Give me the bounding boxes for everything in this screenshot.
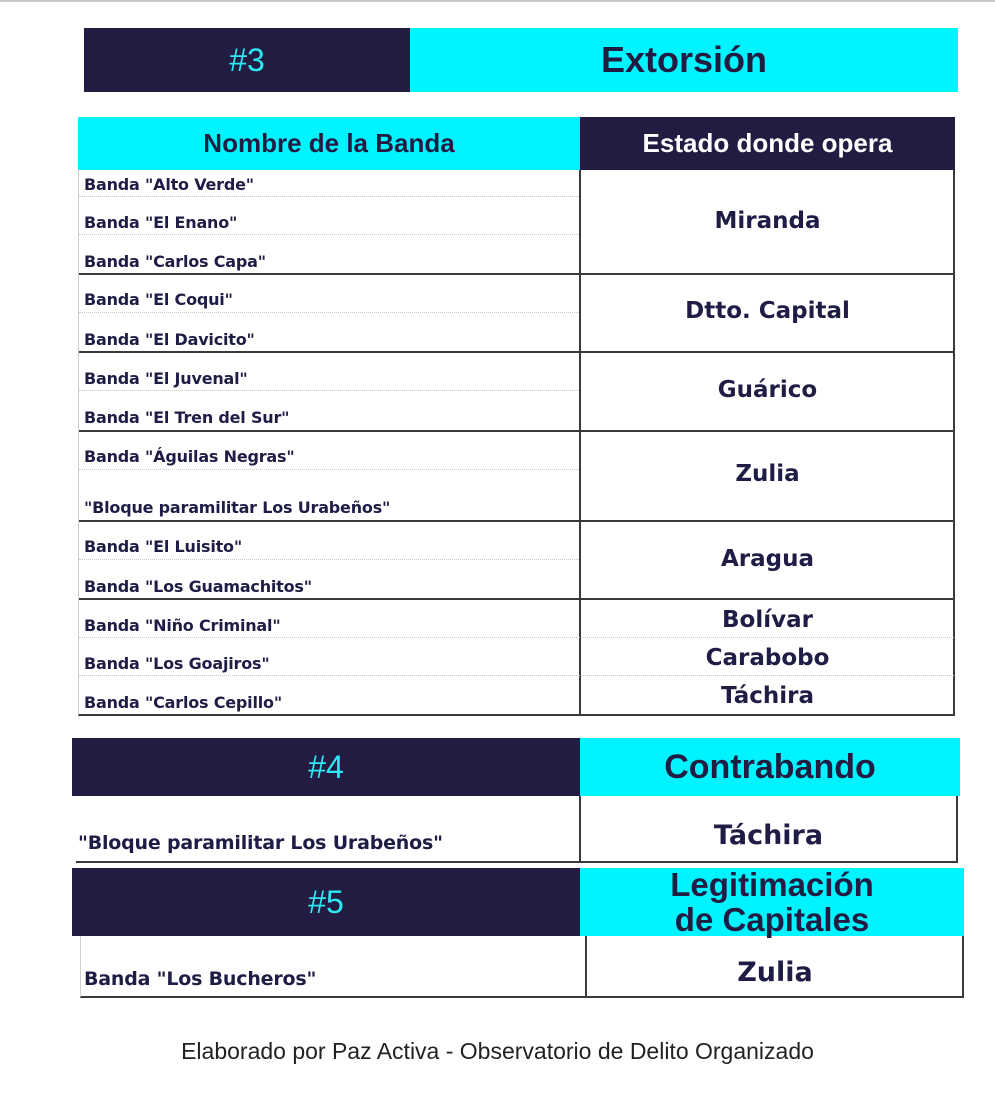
section5-row xyxy=(80,936,964,998)
band-name: Banda "Los Goajiros" xyxy=(84,654,270,673)
state-name: Dtto. Capital xyxy=(685,298,850,324)
state-name: Táchira xyxy=(713,820,824,851)
state-name: Bolívar xyxy=(722,607,813,633)
band-name: Banda "Águilas Negras" xyxy=(84,447,295,466)
band-name: Banda "El Coqui" xyxy=(84,290,233,309)
section4-number: #4 xyxy=(308,748,344,785)
band-name: Banda "Carlos Capa" xyxy=(84,252,266,271)
footer-credit: Elaborado por Paz Activa - Observatorio de Delito Organizado xyxy=(181,1038,814,1064)
state-name: Zulia xyxy=(735,461,800,487)
section4-title: Contrabando xyxy=(664,748,876,786)
section5-number-cell xyxy=(72,868,580,936)
section3-title-cell xyxy=(410,28,958,92)
state-column xyxy=(581,170,954,716)
state-name: Miranda xyxy=(714,208,821,234)
section5-title-cell xyxy=(580,868,964,936)
band-name: Banda "El Davicito" xyxy=(84,330,255,349)
state-name: Carabobo xyxy=(705,645,830,671)
band-name: Banda "Los Bucheros" xyxy=(84,968,317,990)
state-name: Táchira xyxy=(721,683,814,709)
column-header-band-label: Nombre de la Banda xyxy=(203,128,455,158)
band-name: Banda "Niño Criminal" xyxy=(84,616,281,635)
section5-title-line1: Legitimación xyxy=(670,866,874,903)
state-name: Aragua xyxy=(720,546,815,572)
band-name: Banda "El Juvenal" xyxy=(84,369,248,388)
top-divider xyxy=(0,0,995,2)
column-header-state-label: Estado donde opera xyxy=(642,128,893,158)
band-name: Banda "Alto Verde" xyxy=(84,175,254,194)
section5-title-line2: de Capitales xyxy=(674,901,870,938)
state-name: Zulia xyxy=(737,957,813,988)
band-name: Banda "Carlos Cepillo" xyxy=(84,693,282,712)
state-name: Guárico xyxy=(717,377,818,403)
band-name: "Bloque paramilitar Los Urabeños" xyxy=(78,832,443,854)
section3-number: #3 xyxy=(229,41,265,78)
column-header-band xyxy=(78,117,580,170)
band-name: "Bloque paramilitar Los Urabeños" xyxy=(84,498,391,517)
section3-table xyxy=(78,170,955,716)
band-name: Banda "El Tren del Sur" xyxy=(84,408,290,427)
section3-number-cell xyxy=(84,28,410,92)
section3-title: Extorsión xyxy=(600,39,768,80)
section5-number: #5 xyxy=(308,883,344,920)
section4-row xyxy=(76,796,958,863)
band-name: Banda "Los Guamachitos" xyxy=(84,577,312,596)
section4-title-cell xyxy=(580,738,960,796)
band-name: Banda "El Enano" xyxy=(84,213,238,232)
column-header-state xyxy=(580,117,955,170)
section4-number-cell xyxy=(72,738,580,796)
band-name: Banda "El Luisito" xyxy=(84,537,242,556)
